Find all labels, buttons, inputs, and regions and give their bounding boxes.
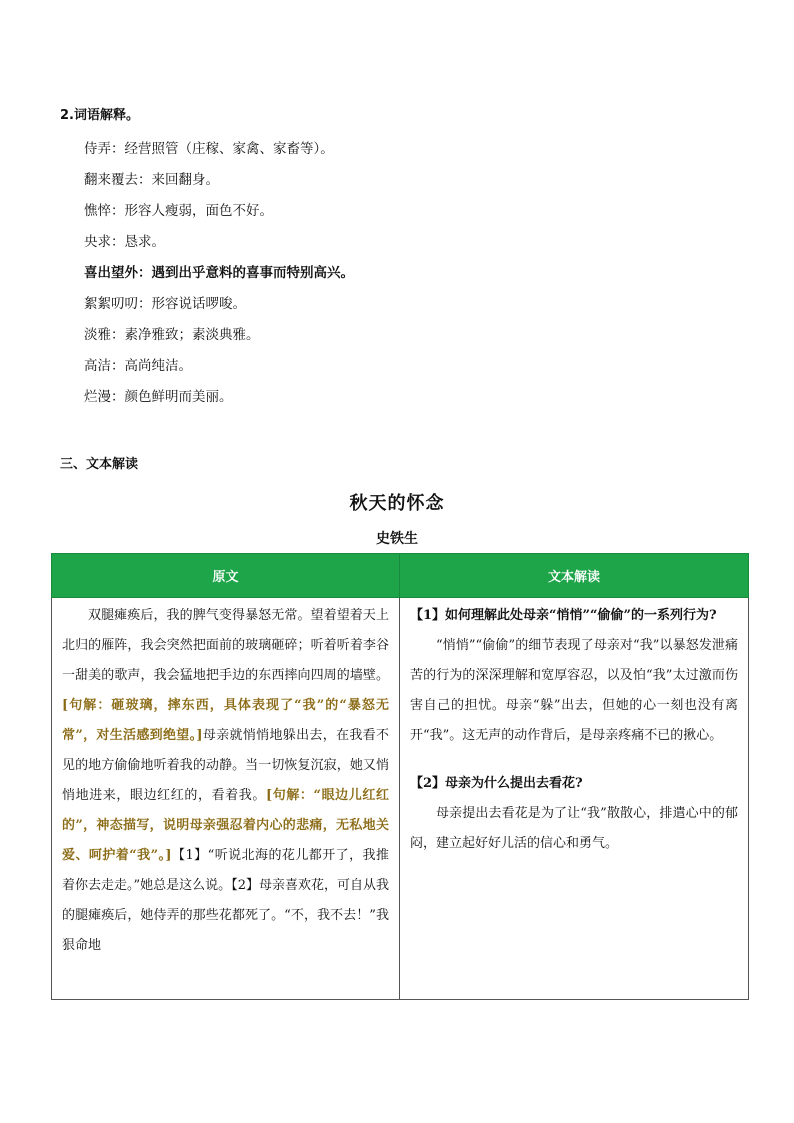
header-original: 原文 xyxy=(52,554,400,598)
analysis-cell xyxy=(400,598,749,1000)
vocab-item: 央求：恳求。 xyxy=(84,234,165,250)
sentence-note: [句解：砸玻璃，摔东西，具体表现了“我”的“暴怒无常”，对生活感到绝望。] xyxy=(62,698,389,743)
reading-table xyxy=(51,553,749,1000)
original-text: 母亲就悄悄地躲出去，在我看不见的地方偷偷地听着我的动静。当一切恢复沉寂，她又悄悄地进来，眼边红红的，看着我。 xyxy=(62,728,389,803)
vocab-item: 憔悴：形容人瘦弱，面色不好。 xyxy=(84,203,273,219)
question-2: 【2】母亲为什么提出去看花? xyxy=(410,776,583,791)
article-title: 秋天的怀念 xyxy=(349,493,445,514)
original-text-cell xyxy=(52,598,400,1000)
vocab-item: 侍弄：经营照管（庄稼、家禽、家畜等）。 xyxy=(84,141,334,157)
answer-2: 母亲提出去看花是为了让“我”散散心，排遣心中的郁闷，建立起好好儿活的信心和勇气。 xyxy=(410,806,738,851)
section-heading-vocab: 2.词语解释。 xyxy=(60,108,139,123)
vocab-item: 烂漫：颜色鲜明而美丽。 xyxy=(84,389,233,405)
original-text: 【1】“听说北海的花儿都开了，我推着你去走走。”她总是这么说。【2】母亲喜欢花，可自从我的腿瘫痪后，她侍弄的那些花都死了。“不，我不去！”我狠命地 xyxy=(62,848,389,953)
vocab-item: 高洁：高尚纯洁。 xyxy=(84,358,192,374)
vocab-item: 淡雅：素净雅致；素淡典雅。 xyxy=(84,327,260,343)
vocab-item: 翻来覆去：来回翻身。 xyxy=(84,172,219,188)
answer-1: “悄悄”“偷偷”的细节表现了母亲对“我”以暴怒发泄痛苦的行为的深深理解和宽厚容忍，以及怕“我”太过激而伤害自己的担忧。母亲“躲”出去，但她的心一刻也没有离开“我”。这无声的动作背后，是母亲疼痛不已的揪心。 xyxy=(410,638,738,743)
original-text: 双腿瘫痪后，我的脾气变得暴怒无常。望着望着天上北归的雁阵，我会突然把面前的玻璃砸碎；听着听着李谷一甜美的歌声，我会猛地把手边的东西摔向四周的墙壁。 xyxy=(62,608,389,683)
sentence-note: [句解：“眼边儿红红的”，神态描写，说明母亲强忍着内心的悲痛，无私地关爱、呵护着“我”。] xyxy=(62,788,389,863)
header-analysis: 文本解读 xyxy=(400,554,749,598)
original-paragraph xyxy=(62,601,389,961)
vocab-item: 絮絮叨叨：形容说话啰唆。 xyxy=(84,296,246,312)
article-author: 史铁生 xyxy=(376,531,418,547)
vocab-list xyxy=(84,134,744,413)
section-heading-reading: 三、文本解读 xyxy=(60,457,139,472)
spacer xyxy=(410,751,738,769)
vocab-item: 喜出望外：遇到出乎意料的喜事而特别高兴。 xyxy=(84,265,354,281)
question-1: 【1】如何理解此处母亲“悄悄”“偷偷”的一系列行为? xyxy=(410,608,717,623)
